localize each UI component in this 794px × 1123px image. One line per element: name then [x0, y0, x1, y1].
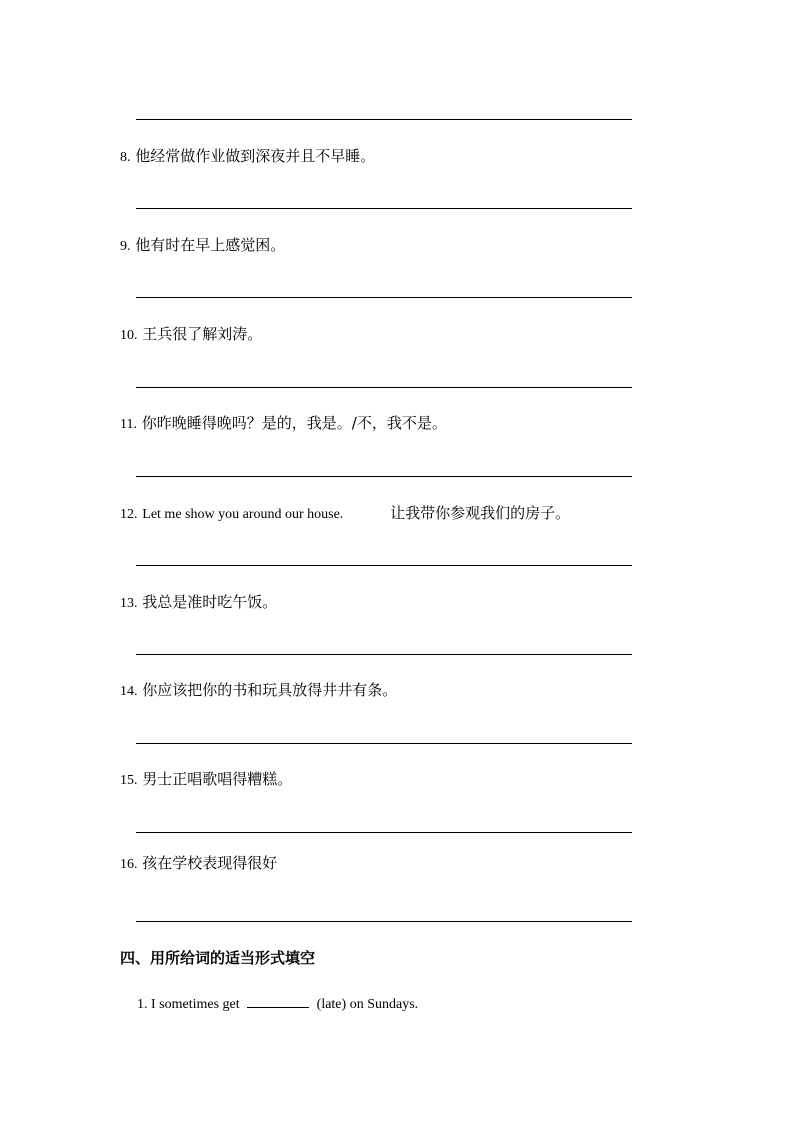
- fill-prefix: 1. I sometimes get: [137, 997, 240, 1012]
- question-11: [120, 413, 447, 435]
- answer-line: [136, 565, 632, 566]
- question-text: 我总是准时吃午饭。: [142, 593, 278, 611]
- fill-hint: (late) on Sundays.: [316, 997, 419, 1012]
- question-number: 15.: [120, 773, 138, 788]
- answer-line: [136, 208, 632, 209]
- answer-line: [136, 119, 632, 120]
- question-text: 男士正唱歌唱得糟糕。: [142, 770, 293, 788]
- question-text: 让我带你参观我们的房子。: [390, 504, 571, 522]
- question-15: [120, 769, 292, 791]
- question-text: 他有时在早上感觉困。: [135, 236, 286, 254]
- question-text: 他经常做作业做到深夜并且不早睡。: [135, 147, 376, 165]
- section-title: 四、用所给词的适当形式填空: [120, 949, 316, 967]
- question-text: 王兵很了解刘涛。: [142, 325, 263, 343]
- question-text: 你应该把你的书和玩具放得井井有条。: [142, 681, 398, 699]
- answer-line: [136, 921, 632, 922]
- question-10: [120, 324, 262, 346]
- question-number: 16.: [120, 857, 138, 872]
- answer-line: [136, 297, 632, 298]
- question-13: [120, 592, 277, 614]
- answer-line: [136, 832, 632, 833]
- question-14: [120, 680, 397, 702]
- question-number: 12.: [120, 507, 138, 522]
- answer-line: [136, 476, 632, 477]
- question-number: 13.: [120, 596, 138, 611]
- question-number: 10.: [120, 328, 138, 343]
- fill-blank-question-1: [137, 993, 418, 1015]
- question-number: 11.: [120, 417, 137, 432]
- question-text: 你昨晚睡得晚吗？是的，我是。/不，我不是。: [141, 414, 447, 432]
- answer-line: [136, 654, 632, 655]
- question-number: 8.: [120, 150, 131, 165]
- question-12: [120, 503, 570, 525]
- answer-line: [136, 743, 632, 744]
- question-text: 孩在学校表现得很好: [142, 854, 278, 872]
- question-english-text: Let me show you around our house.: [142, 507, 344, 522]
- question-8: [120, 146, 375, 168]
- answer-line: [136, 387, 632, 388]
- question-number: 9.: [120, 239, 131, 254]
- question-16: [120, 853, 277, 875]
- question-9: [120, 235, 285, 257]
- question-number: 14.: [120, 684, 138, 699]
- fill-blank[interactable]: [247, 993, 309, 1008]
